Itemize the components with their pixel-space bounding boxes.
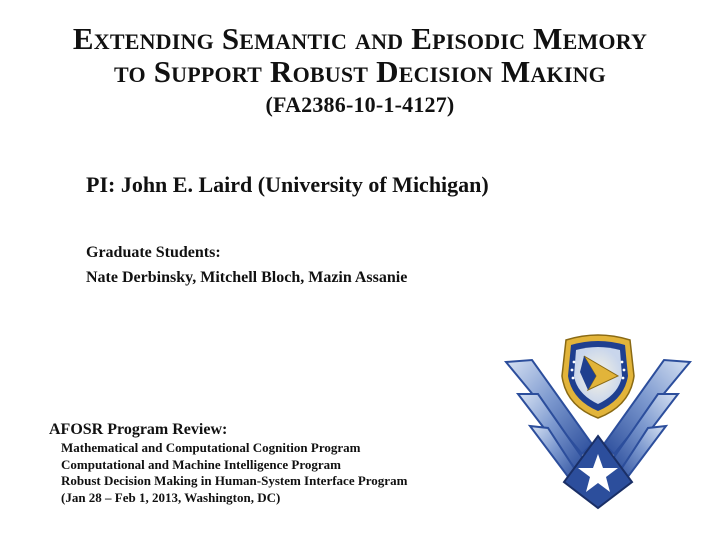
review-item: Computational and Machine Intelligence Program bbox=[61, 456, 341, 472]
review-heading: AFOSR Program Review: bbox=[49, 421, 228, 438]
graduate-names: Nate Derbinsky, Mitchell Bloch, Mazin Assanie bbox=[86, 269, 408, 286]
program-review bbox=[49, 420, 407, 506]
review-item: Robust Decision Making in Human-System Interface Program bbox=[61, 473, 408, 489]
title-line-1: Extending Semantic and Episodic Memory bbox=[72, 21, 648, 56]
grant-code: (FA2386-10-1-4127) bbox=[265, 92, 455, 117]
air-force-emblem-icon bbox=[500, 332, 696, 510]
slide-title bbox=[0, 22, 720, 119]
review-item: Mathematical and Computational Cognition Program bbox=[61, 440, 361, 455]
review-date: (Jan 28 – Feb 1, 2013, Washington, DC) bbox=[61, 489, 281, 505]
principal-investigator: PI: John E. Laird (University of Michigan) bbox=[86, 172, 489, 197]
graduate-label: Graduate Students: bbox=[86, 244, 221, 261]
graduate-students bbox=[86, 240, 407, 290]
title-line-2: to Support Robust Decision Making bbox=[114, 54, 606, 89]
research-lab-seal bbox=[562, 335, 634, 418]
